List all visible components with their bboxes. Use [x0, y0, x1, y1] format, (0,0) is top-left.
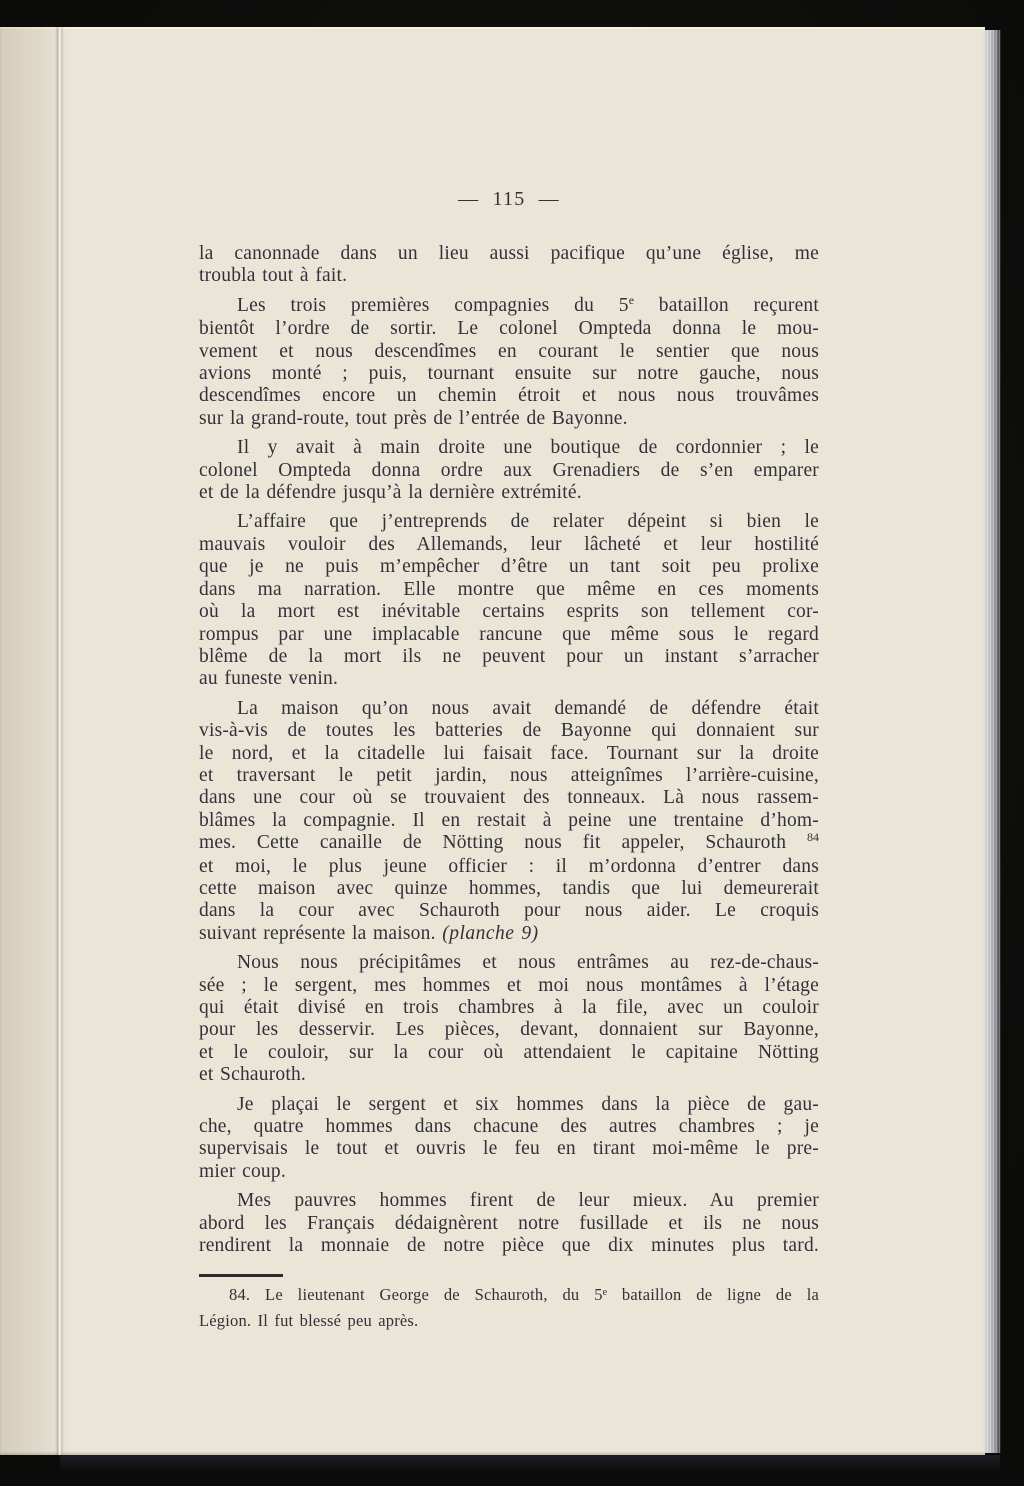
paragraph: [199, 1094, 819, 1184]
text-line: la canonnade dans un lieu aussi pacifique qu’une église, me: [199, 243, 819, 264]
text-line: mier coup.: [199, 1160, 286, 1182]
text-line: qui était divisé en trois chambres à la file, avec un couloir: [199, 997, 819, 1018]
paragraph: [199, 698, 819, 945]
text-line: supervisais le tout et ouvris le feu en tirant moi-même le pre-: [199, 1138, 819, 1160]
paragraph: [199, 292, 819, 430]
text-line: L’affaire que j’entreprends de relater dépeint si bien le: [237, 511, 819, 533]
page-body: [199, 243, 819, 1257]
paragraph: [199, 511, 819, 690]
text-line: Nous nous précipitâmes et nous entrâmes au rez-de-chaus-: [237, 952, 819, 974]
paragraph: [199, 437, 819, 504]
text-line: che, quatre hommes dans chacune des autres chambres ; je: [199, 1116, 819, 1138]
text-line: et Schauroth.: [199, 1064, 306, 1086]
text-line: dans la cour avec Schauroth pour nous aider. Le croquis: [199, 900, 819, 922]
page-edge-stack: [984, 30, 1001, 1453]
text-line: blâmes la compagnie. Il en restait à peine une trentaine d’hom-: [199, 809, 819, 831]
text-line: Mes pauvres hommes firent de leur mieux. Au premier: [237, 1190, 819, 1212]
text-line: 84. Le lieutenant George de Schauroth, du 5e bataillon de ligne de la: [229, 1285, 820, 1304]
text-line: La maison qu’on nous avait demandé de défendre était: [237, 697, 819, 719]
text-line: mauvais vouloir des Allemands, leur lâcheté et leur hostilité: [199, 533, 819, 555]
text-line: cette maison avec quinze hommes, tandis que lui demeurerait: [199, 877, 819, 899]
page-number: — 115 —: [458, 188, 560, 210]
text-line: où la mort est inévitable certains esprits son tellement cor-: [199, 601, 819, 623]
text-line: et traversant le petit jardin, nous atteignîmes l’arrière-cuisine,: [199, 764, 819, 786]
text-line: vement et nous descendîmes en courant le sentier que nous: [199, 340, 819, 362]
text-line: bientôt l’ordre de sortir. Le colonel Ompteda donna le mou-: [199, 318, 819, 340]
text-line: rompus par une implacable rancune que même sous le regard: [199, 623, 819, 645]
footnote-text: [199, 1284, 819, 1332]
text-line: Il y avait à main droite une boutique de cordonnier ; le: [237, 437, 819, 459]
text-line: troubla tout à fait.: [199, 265, 348, 287]
text-line: au funeste venin.: [199, 668, 339, 690]
book-block-bottom-edge: [60, 1455, 1000, 1475]
text-line: et le couloir, sur la cour où attendaient le capitaine Nötting: [199, 1041, 819, 1063]
text-line: et moi, le plus jeune officier : il m’ordonna d’entrer dans: [199, 855, 819, 877]
text-line: pour les desservir. Les pièces, devant, donnaient sur Bayonne,: [199, 1019, 819, 1041]
text-line: descendîmes encore un chemin étroit et nous nous trouvâmes: [199, 385, 819, 407]
text-line: Je plaçai le sergent et six hommes dans la pièce de gau-: [237, 1093, 819, 1115]
text-line: dans ma narration. Elle montre que même en ces moments: [199, 578, 819, 600]
text-line: vis-à-vis de toutes les batteries de Bayonne qui donnaient sur: [199, 720, 819, 742]
gutter-crease: [55, 27, 64, 1455]
text-line: le nord, et la citadelle lui faisait face. Tournant sur la droite: [199, 742, 819, 764]
text-line: Les trois premières compagnies du 5e bataillon reçurent: [237, 292, 819, 316]
paragraph: [199, 243, 819, 288]
text-line: que je ne puis m’empêcher d’être un tant soit peu prolixe: [199, 556, 819, 578]
text-line: sur la grand-route, tout près de l’entrée de Bayonne.: [199, 407, 628, 429]
text-line: abord les Français dédaignèrent notre fusillade et ils ne nous: [199, 1212, 819, 1234]
paragraph: [199, 952, 819, 1086]
footnote: [199, 1274, 819, 1332]
text-line: mes. Cette canaille de Nötting nous fit appeler, Schauroth $^{84}$: [199, 830, 819, 854]
paragraph: [199, 1190, 819, 1257]
text-line: sée ; le sergent, mes hommes et moi nous montâmes à l’étage: [199, 974, 819, 996]
text-line: avions monté ; puis, tournant ensuite sur notre gauche, nous: [199, 363, 819, 385]
text-line: Légion. Il fut blessé peu après.: [199, 1310, 419, 1330]
footnote-rule: [199, 1274, 283, 1277]
text-line: dans une cour où se trouvaient des tonneaux. Là nous rassem-: [199, 787, 819, 809]
text-line: colonel Ompteda donna ordre aux Grenadiers de s’en emparer: [199, 459, 819, 481]
text-line: suivant représente la maison. (planche 9): [199, 922, 539, 944]
book-page: [0, 27, 985, 1455]
text-line: blême de la mort ils ne peuvent pour un instant s’arracher: [199, 645, 819, 667]
text-line: rendirent la monnaie de notre pièce que dix minutes plus tard.: [199, 1235, 819, 1257]
text-line: et de la défendre jusqu’à la dernière extrémité.: [199, 482, 582, 504]
